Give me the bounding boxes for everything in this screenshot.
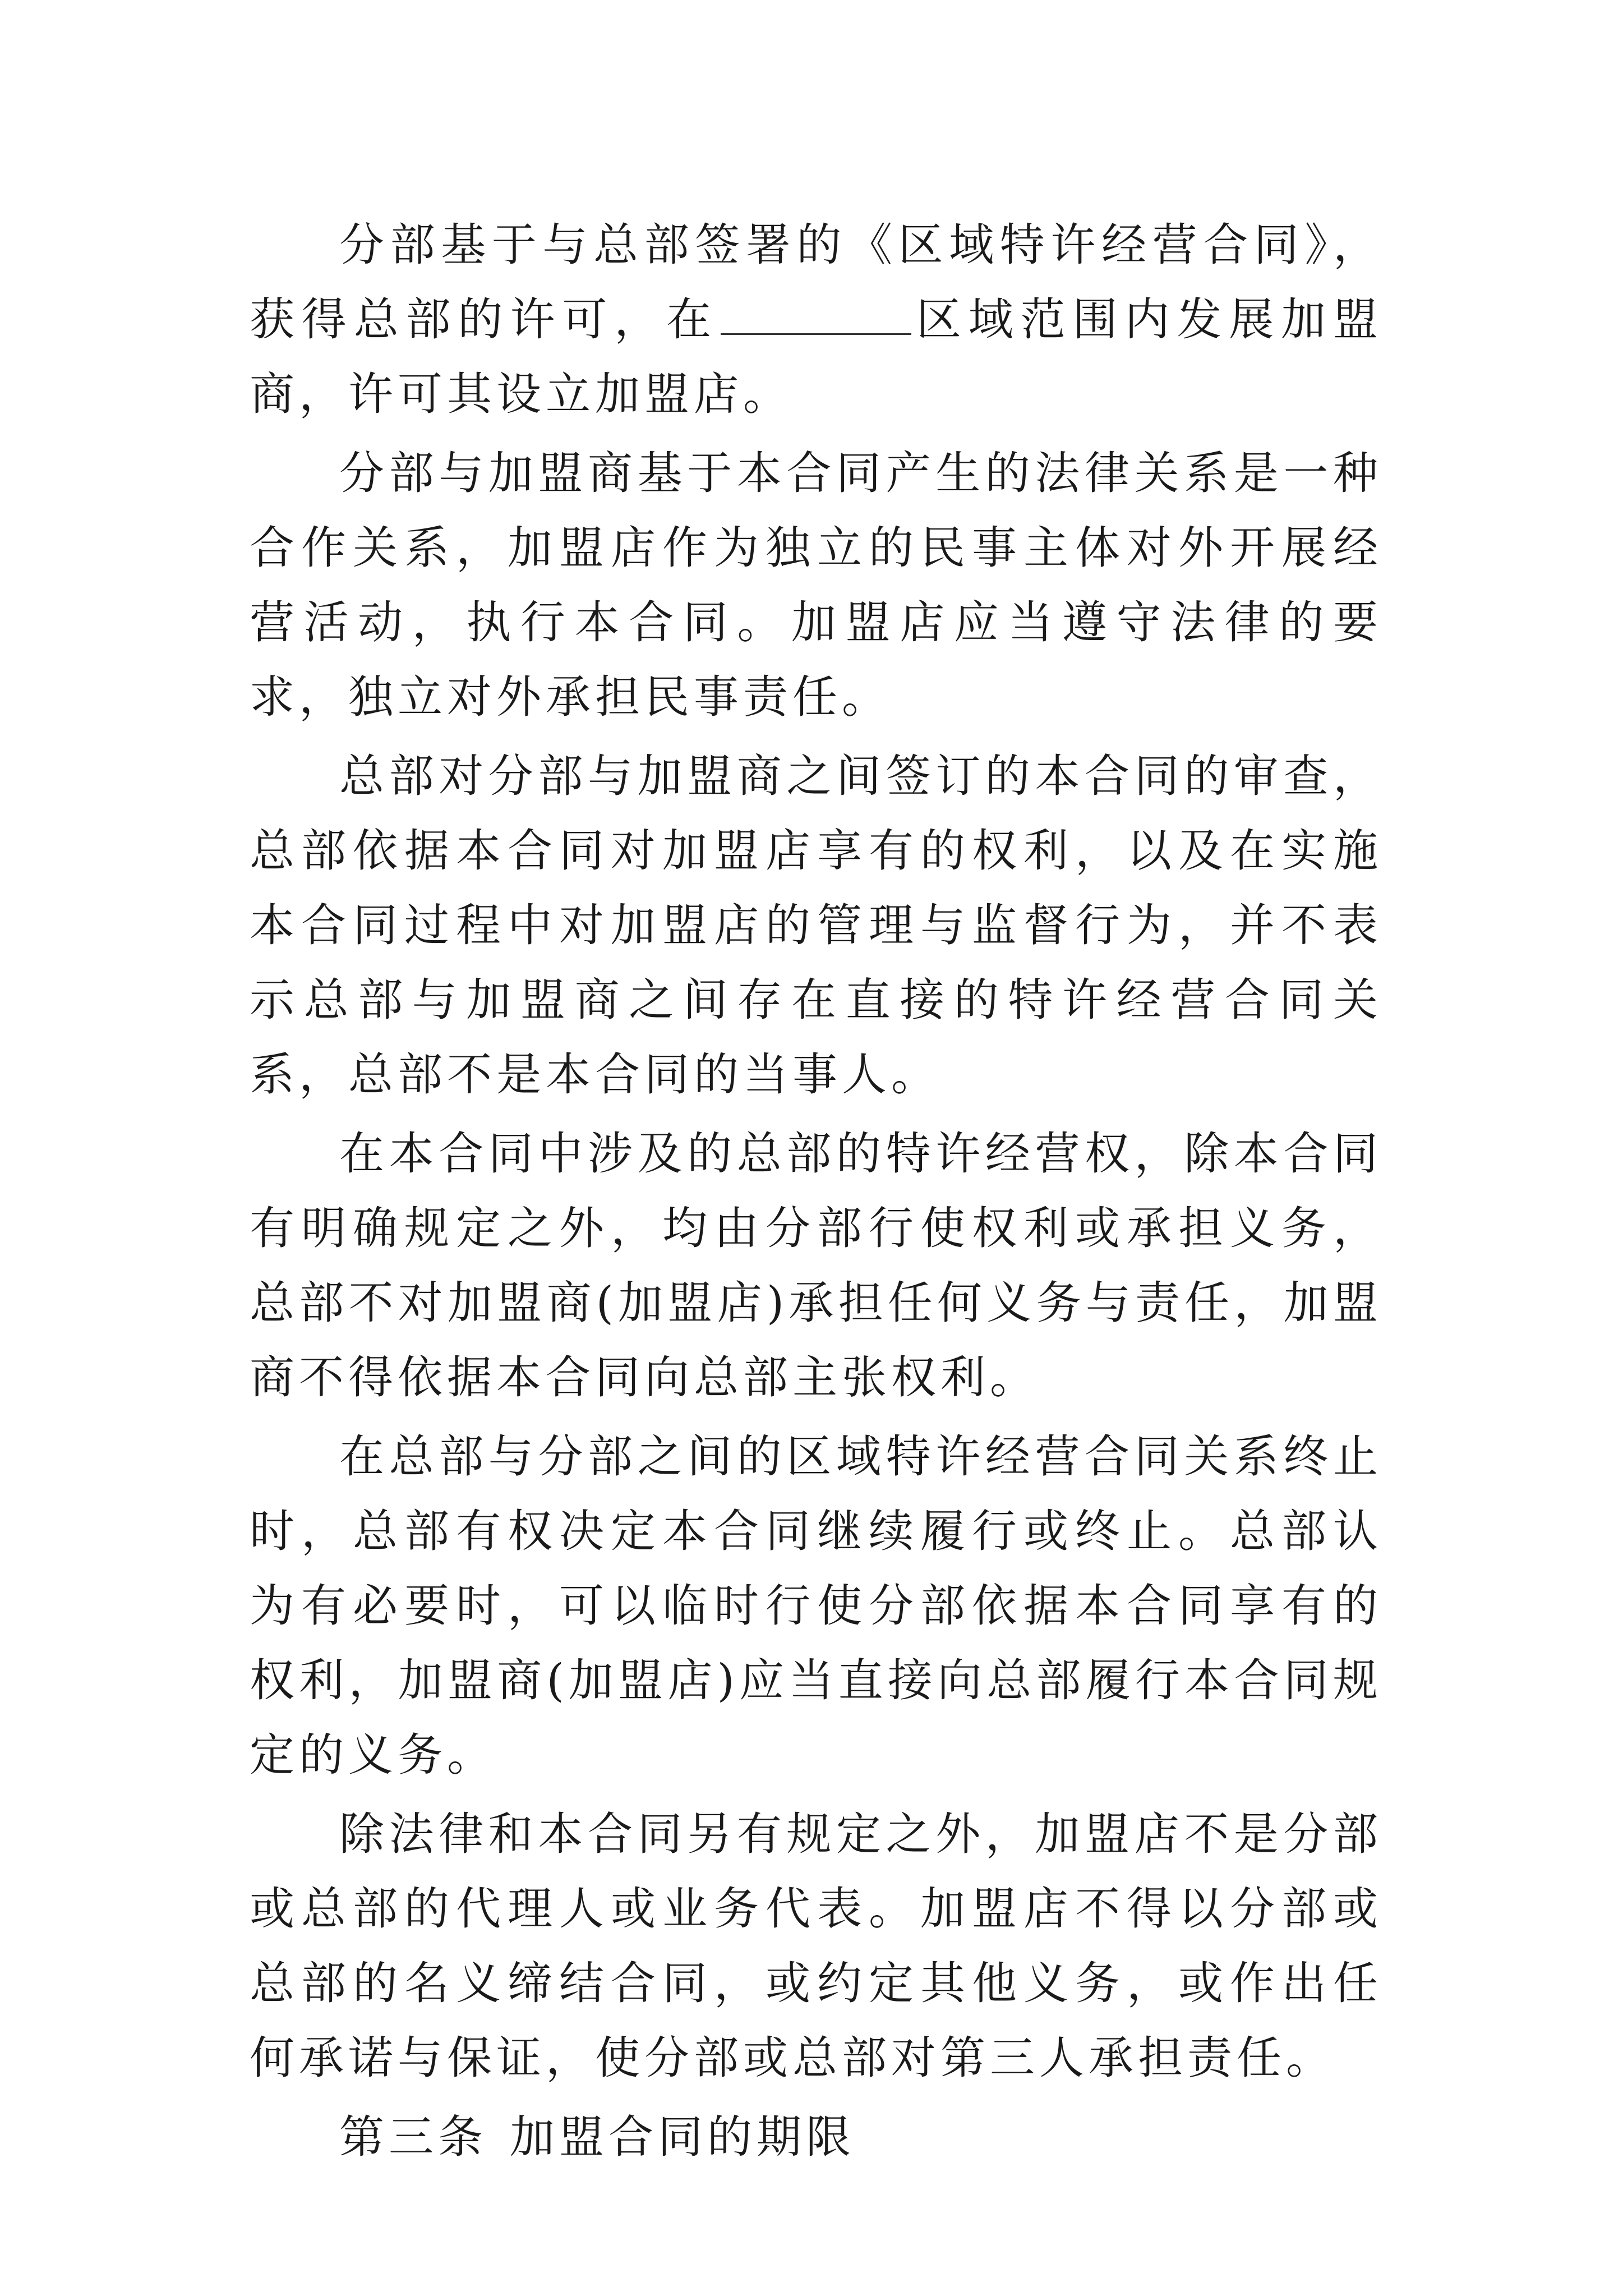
article-heading [250, 2100, 1382, 2174]
paragraph-text-after-blank: 区域范围内发展加盟商，许可其设立加盟店。 [250, 293, 1382, 420]
paragraph-agency-disclaimer: 除法律和本合同另有规定之外，加盟店不是分部或总部的代理人或业务代表。加盟店不得以分部或总部的名义缔结合同，或约定其他义务，或作出任何承诺与保证，使分部或总部对第三人承担责任。 [250, 1808, 1382, 2084]
paragraph-text-before-blank: 分部基于与总部签署的《区域特许经营合同》，获得总部的许可，在 [250, 219, 1382, 346]
paragraph-legal-relationship: 分部与加盟商基于本合同产生的法律关系是一种合作关系，加盟店作为独立的民事主体对外开展经营活动，执行本合同。加盟店应当遵守法律的要求，独立对外承担民事责任。 [250, 447, 1382, 723]
paragraph-regional-license [250, 208, 1382, 431]
document-body [250, 208, 1382, 2174]
region-blank-line [721, 288, 911, 335]
paragraph-contract-termination: 在总部与分部之间的区域特许经营合同关系终止时，总部有权决定本合同继续履行或终止。总部认为有必要时，可以临时行使分部依据本合同享有的权利，加盟商(加盟店)应当直接向总部履行本合同规定的义务。 [250, 1430, 1382, 1781]
article-title: 加盟合同的期限 [510, 2111, 855, 2163]
paragraph-franchise-rights: 在本合同中涉及的总部的特许经营权，除本合同有明确规定之外，均由分部行使权利或承担义务，总部不对加盟商(加盟店)承担任何义务与责任，加盟商不得依据本合同向总部主张权利。 [250, 1128, 1382, 1404]
article-number: 第三条 [339, 2111, 487, 2163]
paragraph-headquarters-review: 总部对分部与加盟商之间签订的本合同的审查，总部依据本合同对加盟店享有的权利，以及在实施本合同过程中对加盟店的管理与监督行为，并不表示总部与加盟商之间存在直接的特许经营合同关系，总部不是本合同的当事人。 [250, 750, 1382, 1101]
